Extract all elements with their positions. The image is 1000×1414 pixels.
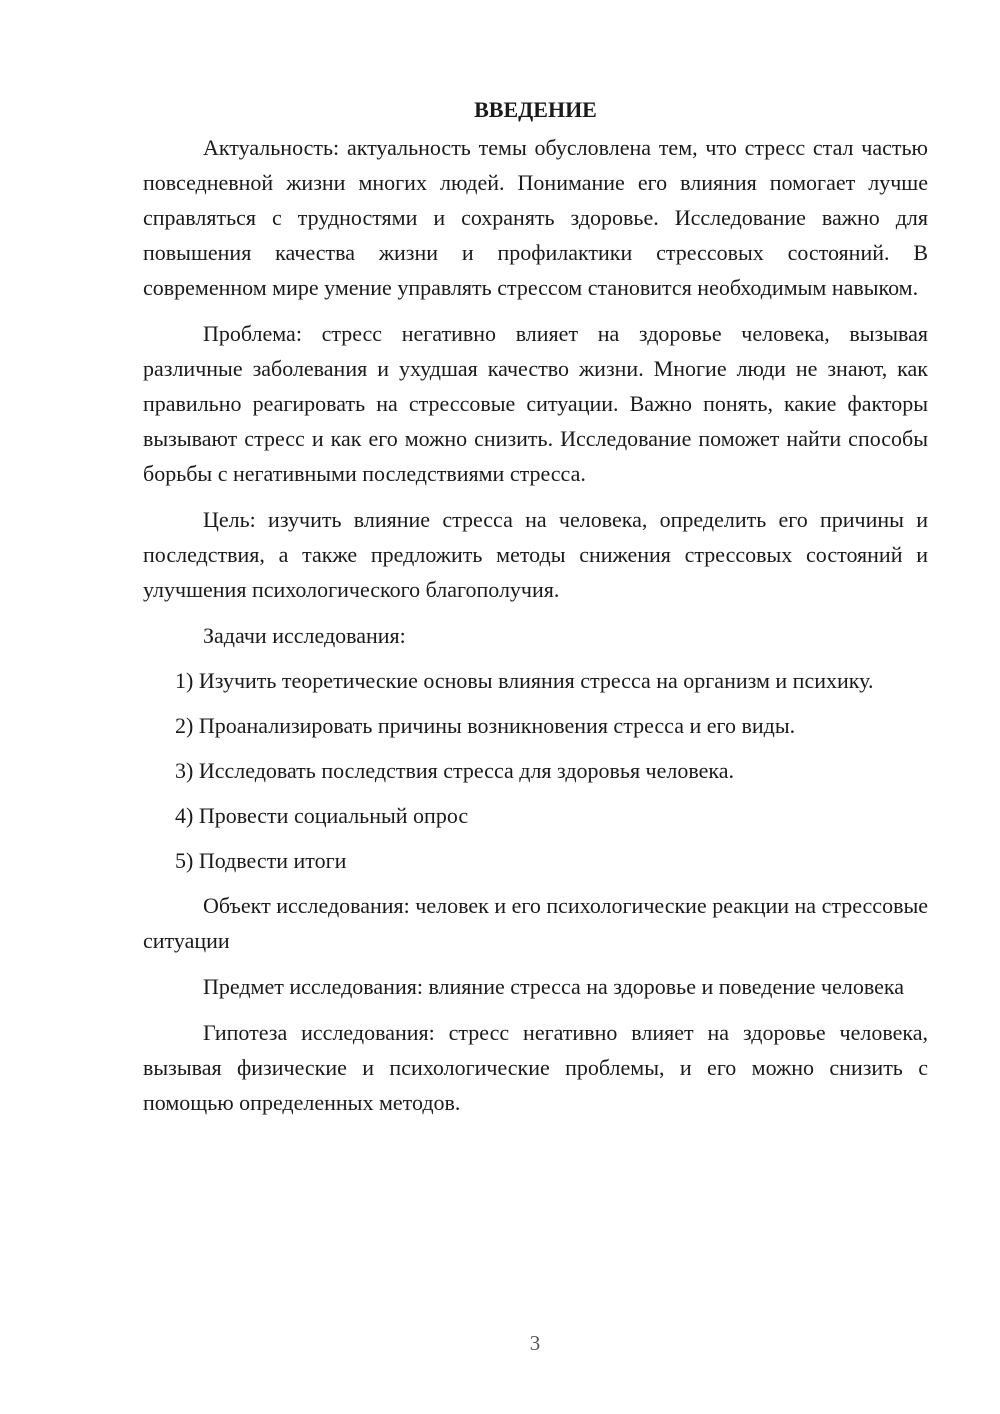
task-item-4: 4) Провести социальный опрос [175,803,469,828]
document-page [143,92,928,1120]
page-number: 3 [529,1331,541,1355]
task-item-5: 5) Подвести итоги [175,848,347,873]
goal-paragraph: Цель: изучить влияние стресса на человека, определить его причины и последствия, а также предложить методы снижения стрессовых состояний и улучшения психологического благополучия. [143,507,928,602]
task-item-1: 1) Изучить теоретические основы влияния стресса на организм и психику. [175,668,874,693]
task-item-3: 3) Исследовать последствия стресса для здоровья человека. [175,758,735,783]
task-item-2: 2) Проанализировать причины возникновения стресса и его виды. [175,713,796,738]
page-title: ВВЕДЕНИЕ [474,97,597,122]
problem-paragraph: Проблема: стресс негативно влияет на здоровье человека, вызывая различные заболевания и ухудшая качество жизни. Многие люди не знают, как правильно реагировать на стрессовые ситуации. Важно понять, какие факторы вызывают стресс и как его можно снизить. Исследование поможет найти способы борьбы с негативными последствиями стресса. [143,321,928,486]
object-paragraph: Объект исследования: человек и его психологические реакции на стрессовые ситуации [143,893,928,953]
relevance-paragraph: Актуальность: актуальность темы обусловлена тем, что стресс стал частью повседневной жизни многих людей. Понимание его влияния помогает лучше справляться с трудностями и сохранять здоровье. Исследование важно для повышения качества жизни и профилактики стрессовых состояний. В современном мире умение управлять стрессом становится необходимым навыком. [143,135,928,300]
subject-paragraph: Предмет исследования: влияние стресса на здоровье и поведение человека [203,974,904,999]
hypothesis-paragraph: Гипотеза исследования: стресс негативно влияет на здоровье человека, вызывая физические и психологические проблемы, и его можно снизить с помощью определенных методов. [143,1020,928,1115]
tasks-heading: Задачи исследования: [203,623,406,648]
